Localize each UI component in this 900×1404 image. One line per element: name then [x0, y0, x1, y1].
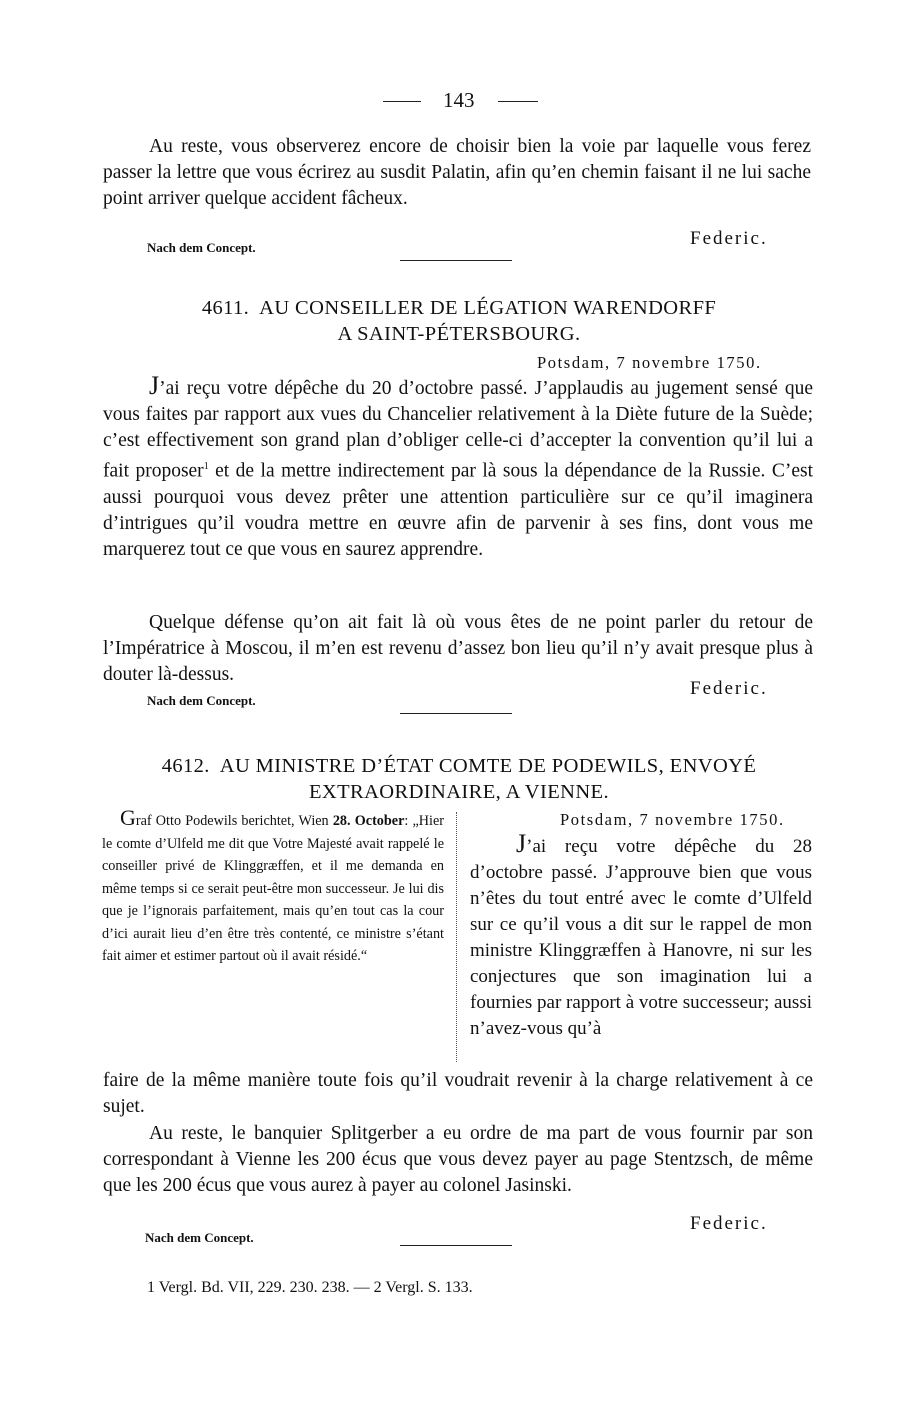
letter-4612-paragraph-1-continued: faire de la même manière toute fois qu’il voudrait revenir à la charge relativement à ce sujet.	[103, 1070, 813, 1117]
letter-4612-source-note: Nach dem Concept.	[145, 1230, 254, 1245]
letter-4611-paragraph-1	[103, 371, 814, 563]
separator-rule-3	[400, 1245, 512, 1246]
letter-4612-heading-line2: EXTRAORDINAIRE, A VIENNE.	[308, 781, 610, 803]
letter-4611-heading-line1: AU CONSEILLER DE LÉGATION WARENDORFF	[259, 297, 717, 319]
column-separator	[456, 812, 457, 1062]
letter-4611-p1-text-b: et de la mettre indirectement par là sous la dépendance de la Russie. C’est aussi pourquoi vous devez prêter une attention particulière sur ce qu’il imaginera d’intrigues qu’il voudra mettre en œuvre afin de parvenir à ses fins, dont vous me marquerez tout ce que vous en saurez apprendre.	[103, 460, 814, 560]
letter-4612-signature: Federic.	[690, 1213, 768, 1234]
letter-4611-p1-text-a: ’ai reçu votre dépêche du 20 d’octobre passé. J’applaudis au jugement sensé que vous faites par rapport aux vues du Chancelier relativement à la Diète future de la Suède; c’est effectivement son grand plan d’obliger celle-ci d’accepter la convention qu’il lui a fait proposer	[103, 378, 813, 482]
letter-4612-paragraph-1-column	[470, 829, 812, 1042]
letter-4612-summary	[102, 805, 444, 968]
summary-dropcap: G	[120, 805, 136, 830]
letter-4612-heading	[100, 753, 818, 805]
intro-source-note: Nach dem Concept.	[147, 240, 256, 255]
header-rule-right	[498, 101, 538, 102]
letter-4611-source-note: Nach dem Concept.	[147, 693, 256, 708]
letter-4612-dropcap: J	[516, 829, 527, 858]
summary-date: 28. October	[332, 813, 405, 829]
header-rule-left	[383, 101, 421, 102]
letter-4612-p1-col-text: ’ai reçu votre dépêche du 28 d’octobre passé. J’approuve bien que vous n’êtes du tout entré avec le comte d’Ulfeld sur ce qu’il vous a dit sur le rappel de mon ministre Klinggræffen à Hanovre, ni sur les conjectures que son imagination lui a fournies par rapport à votre successeur; aussi n’avez-vous qu’à	[470, 836, 812, 1039]
letter-4611-number: 4611.	[201, 297, 250, 319]
letter-4611-paragraph-2: Quelque défense qu’on ait fait là où vous êtes de ne point parler du retour de l’Impératrice à Moscou, il m’en est revenu d’assez bon lieu qu’il n’y avait presque plus à douter là-dessus.	[103, 612, 813, 685]
intro-paragraph: Au reste, vous observerez encore de choisir bien la voie par laquelle vous ferez passer la lettre que vous écrirez au susdit Palatin, afin qu’en chemin faisant il ne lui sache point arriver quelque accident fâcheux.	[103, 136, 811, 209]
page-number: 143	[443, 88, 475, 112]
letter-4612-paragraph-2: Au reste, le banquier Splitgerber a eu ordre de ma part de vous fournir par son correspondant à Vienne les 200 écus que vous devez payer au page Stentzsch, de même que les 200 écus que vous aurez à payer au colonel Jasinski.	[103, 1123, 813, 1196]
letter-4611-dropcap: J	[149, 371, 160, 400]
separator-rule-2	[400, 713, 512, 714]
summary-text-b: : „Hier le comte d’Ulfeld me dit que Votre Majesté avait rappelé le conseiller privé de Klinggræffen, et il me demanda en même temps si ce serait peut-être mon successeur. Je lui dis que je l’ignorais parfaitement, mais qu’en tout cas la cour d’ici aurait lieu d’en être très contenté, ce ministre s’étant fait aimer et estimer partout où il avait résidé.“	[102, 813, 444, 964]
letter-4612-dateline: Potsdam, 7 novembre 1750.	[560, 810, 785, 829]
letter-4611-signature: Federic.	[690, 678, 768, 699]
separator-rule-1	[400, 260, 512, 261]
footnote-ref-1: 1	[203, 461, 209, 472]
footnotes: 1 Vergl. Bd. VII, 229. 230. 238. — 2 Vergl. S. 133.	[147, 1279, 473, 1296]
letter-4611-dateline: Potsdam, 7 novembre 1750.	[537, 353, 762, 372]
letter-4612-number: 4612.	[161, 755, 210, 777]
summary-text-a: raf Otto Podewils berichtet, Wien	[135, 813, 333, 829]
letter-4611-heading-line2: A SAINT-PÉTERSBOURG.	[337, 323, 581, 345]
letter-4611-heading	[100, 295, 818, 347]
intro-signature: Federic.	[690, 228, 768, 249]
letter-4612-heading-line1: AU MINISTRE D’ÉTAT COMTE DE PODEWILS, ENVOYÉ	[219, 755, 757, 777]
